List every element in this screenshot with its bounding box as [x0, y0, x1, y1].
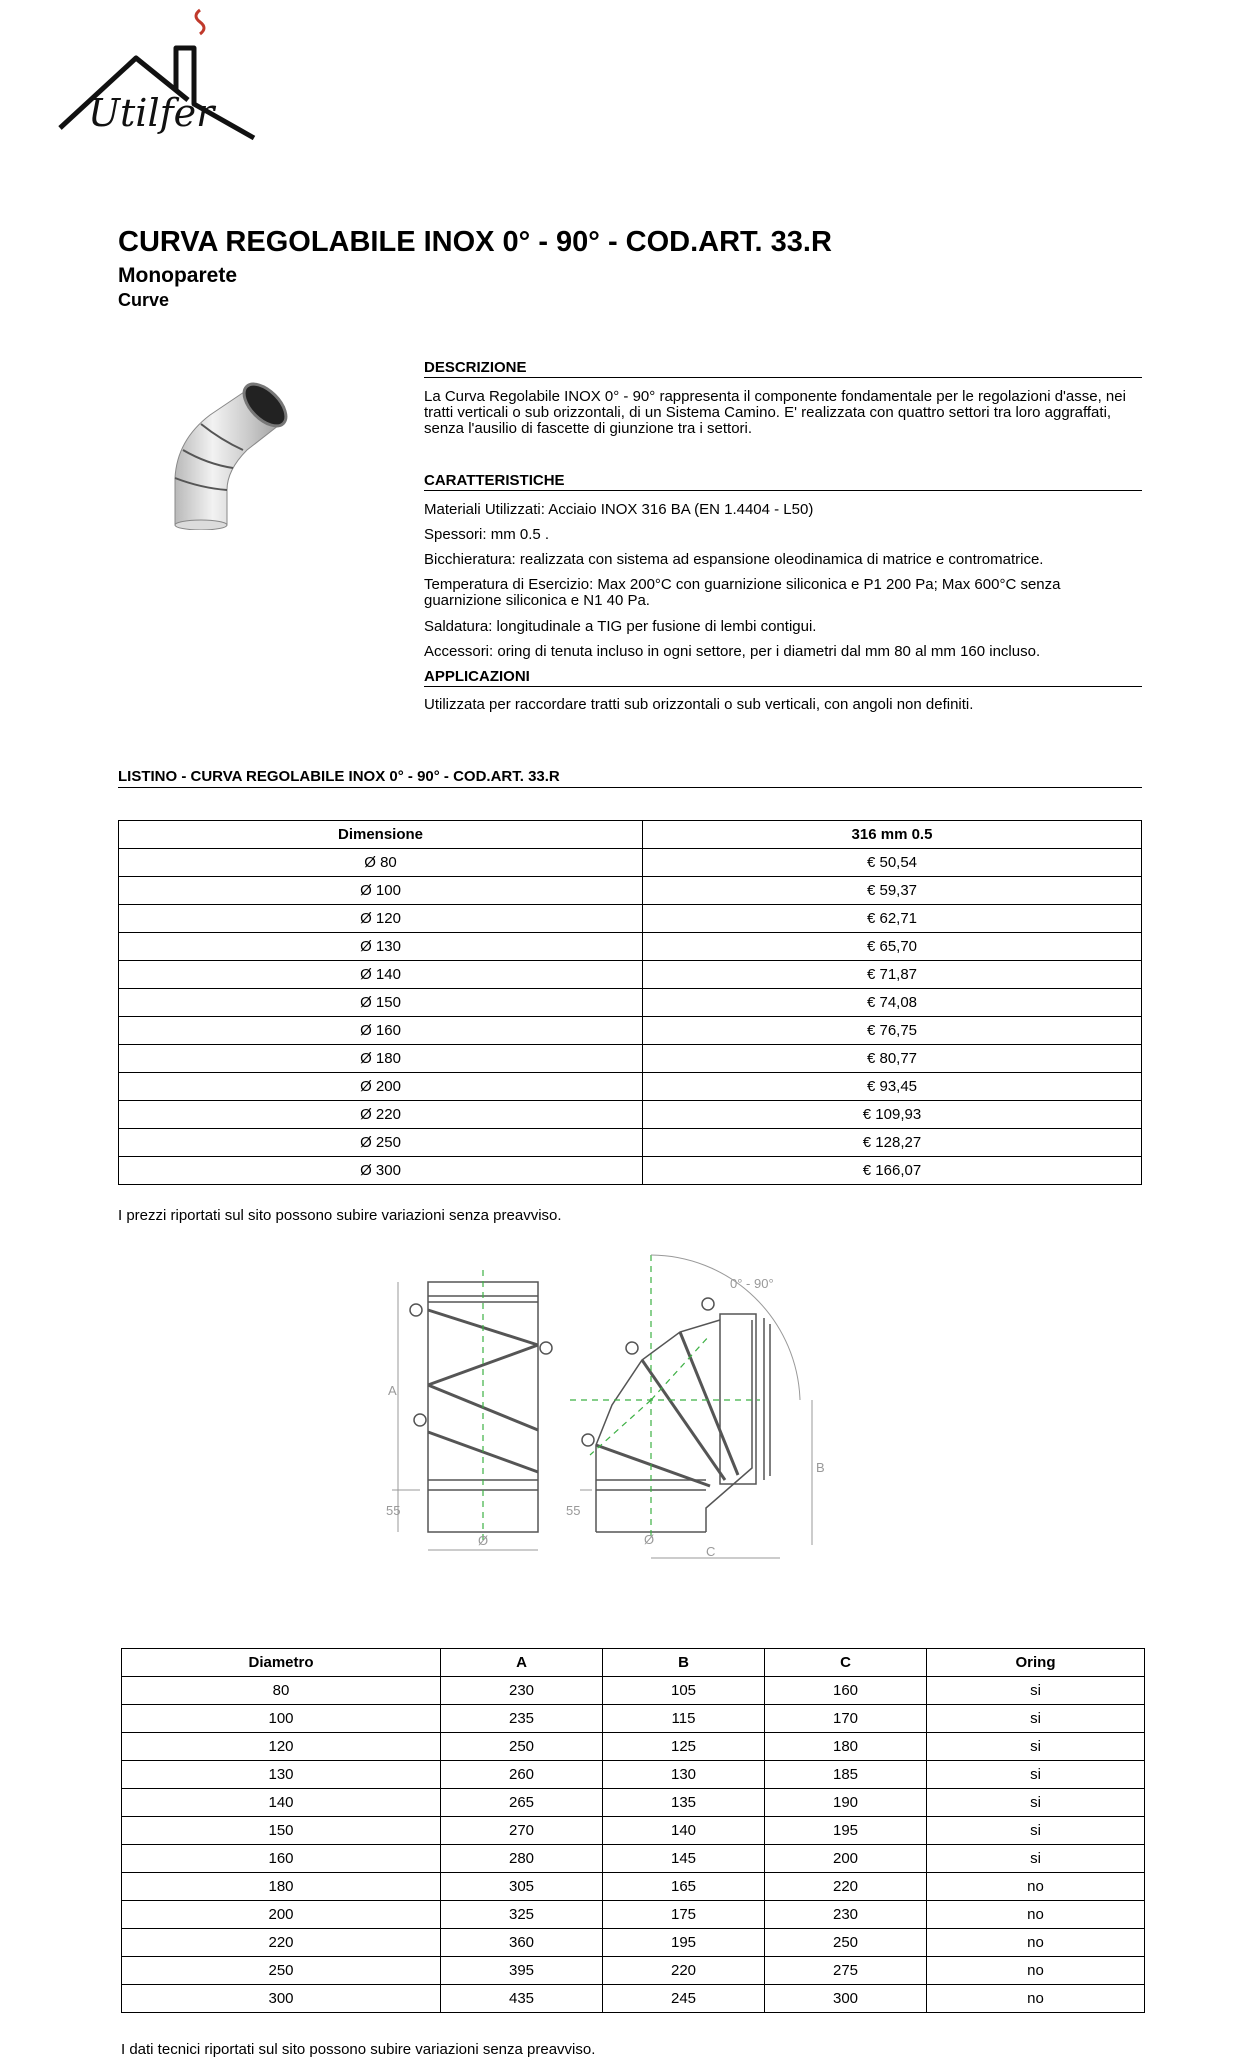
- col-header-b: B: [603, 1649, 765, 1677]
- logo-text: Utilfer: [88, 91, 215, 135]
- applicazioni-heading: APPLICAZIONI: [424, 668, 1142, 687]
- price-cell: € 93,45: [643, 1073, 1142, 1101]
- table-row: [119, 877, 1142, 905]
- oring-cell: si: [927, 1677, 1145, 1705]
- table-row: [122, 1873, 1145, 1901]
- price-cell: € 128,27: [643, 1129, 1142, 1157]
- price-cell: € 59,37: [643, 877, 1142, 905]
- page-subtitle: Monoparete: [118, 264, 238, 287]
- dimension-cell: Ø 220: [119, 1101, 643, 1129]
- b-cell: 115: [603, 1705, 765, 1733]
- b-cell: 140: [603, 1817, 765, 1845]
- price-cell: € 166,07: [643, 1157, 1142, 1185]
- descrizione-text: La Curva Regolabile INOX 0° - 90° rappresenta il componente fondamentale per le regolazioni d'asse, nei tratti verticali o sub orizzontali, di un Sistema Camino. E' realizzata con quattro settori tra loro aggraffati, senza l'ausilio di fascette di giunzione tra i settori.: [424, 388, 1126, 437]
- caratteristiche-item: Temperatura di Esercizio: Max 200°C con guarnizione siliconica e P1 200 Pa; Max 600°C senza guarnizione siliconica e N1 40 Pa.: [424, 576, 1061, 609]
- a-cell: 360: [441, 1929, 603, 1957]
- price-table: [118, 820, 1142, 1185]
- table-header-row: [119, 821, 1142, 849]
- oring-cell: si: [927, 1733, 1145, 1761]
- table-row: [119, 849, 1142, 877]
- table-row: [122, 1817, 1145, 1845]
- dimension-cell: Ø 180: [119, 1045, 643, 1073]
- elbow-drawing: [582, 1298, 770, 1532]
- oring-cell: si: [927, 1789, 1145, 1817]
- b-cell: 220: [603, 1957, 765, 1985]
- table-row: [122, 1705, 1145, 1733]
- c-cell: 275: [765, 1957, 927, 1985]
- product-photo: [165, 380, 320, 530]
- dimensions-table: [121, 1648, 1145, 2013]
- price-cell: € 109,93: [643, 1101, 1142, 1129]
- table-row: [122, 1929, 1145, 1957]
- b-cell: 130: [603, 1761, 765, 1789]
- col-header-price: 316 mm 0.5: [643, 821, 1142, 849]
- dimension-label-c: C: [706, 1544, 716, 1559]
- table-row: [119, 1045, 1142, 1073]
- table-row: [119, 1101, 1142, 1129]
- dimension-cell: Ø 150: [119, 989, 643, 1017]
- b-cell: 135: [603, 1789, 765, 1817]
- a-cell: 270: [441, 1817, 603, 1845]
- table-row: [119, 989, 1142, 1017]
- technical-data-disclaimer: I dati tecnici riportati sul sito possono subire variazioni senza preavviso.: [121, 2041, 596, 2058]
- listino-heading: LISTINO - CURVA REGOLABILE INOX 0° - 90° - COD.ART. 33.R: [118, 768, 1142, 788]
- caratteristiche-item: Accessori: oring di tenuta incluso in ogni settore, per i diametri dal mm 80 al mm 160 incluso.: [424, 643, 1041, 660]
- c-cell: 190: [765, 1789, 927, 1817]
- table-row: [119, 933, 1142, 961]
- price-cell: € 76,75: [643, 1017, 1142, 1045]
- diameter-cell: 120: [122, 1733, 441, 1761]
- diameter-cell: 130: [122, 1761, 441, 1789]
- b-cell: 245: [603, 1985, 765, 2013]
- table-row: [122, 1985, 1145, 2013]
- b-cell: 165: [603, 1873, 765, 1901]
- col-header-a: A: [441, 1649, 603, 1677]
- oring-cell: no: [927, 1985, 1145, 2013]
- diameter-cell: 220: [122, 1929, 441, 1957]
- dimension-cell: Ø 130: [119, 933, 643, 961]
- utilfer-logo: [58, 8, 258, 148]
- dimension-label-a: A: [388, 1383, 397, 1398]
- caratteristiche-item: Materiali Utilizzati: Acciaio INOX 316 BA (EN 1.4404 - L50): [424, 501, 814, 518]
- a-cell: 325: [441, 1901, 603, 1929]
- oring-cell: no: [927, 1901, 1145, 1929]
- a-cell: 260: [441, 1761, 603, 1789]
- caratteristiche-item: Bicchieratura: realizzata con sistema ad espansione oleodinamica di matrice e contromatrice.: [424, 551, 1044, 568]
- price-cell: € 62,71: [643, 905, 1142, 933]
- table-row: [122, 1845, 1145, 1873]
- price-cell: € 71,87: [643, 961, 1142, 989]
- c-cell: 250: [765, 1929, 927, 1957]
- table-header-row: [122, 1649, 1145, 1677]
- diameter-cell: 140: [122, 1789, 441, 1817]
- dimension-label-55: 55: [386, 1503, 401, 1518]
- diameter-cell: 150: [122, 1817, 441, 1845]
- col-header-dimensione: Dimensione: [119, 821, 643, 849]
- table-row: [122, 1733, 1145, 1761]
- c-cell: 170: [765, 1705, 927, 1733]
- oring-cell: si: [927, 1705, 1145, 1733]
- caratteristiche-item: Spessori: mm 0.5 .: [424, 526, 550, 543]
- dimension-cell: Ø 140: [119, 961, 643, 989]
- col-header-c: C: [765, 1649, 927, 1677]
- chimney-smoke-icon: [196, 10, 204, 34]
- table-row: [122, 1957, 1145, 1985]
- descrizione-heading: DESCRIZIONE: [424, 359, 1142, 378]
- dimension-label-angle: 0° - 90°: [730, 1276, 774, 1291]
- table-row: [119, 1157, 1142, 1185]
- a-cell: 435: [441, 1985, 603, 2013]
- page-title: CURVA REGOLABILE INOX 0° - 90° - COD.ART. 33.R: [118, 226, 832, 258]
- oring-cell: si: [927, 1817, 1145, 1845]
- col-header-diametro: Diametro: [122, 1649, 441, 1677]
- c-cell: 230: [765, 1901, 927, 1929]
- c-cell: 195: [765, 1817, 927, 1845]
- price-cell: € 65,70: [643, 933, 1142, 961]
- oring-cell: si: [927, 1845, 1145, 1873]
- c-cell: 300: [765, 1985, 927, 2013]
- diameter-cell: 200: [122, 1901, 441, 1929]
- a-cell: 230: [441, 1677, 603, 1705]
- table-row: [119, 1073, 1142, 1101]
- c-cell: 200: [765, 1845, 927, 1873]
- table-row: [122, 1677, 1145, 1705]
- b-cell: 145: [603, 1845, 765, 1873]
- b-cell: 195: [603, 1929, 765, 1957]
- b-cell: 105: [603, 1677, 765, 1705]
- diameter-cell: 80: [122, 1677, 441, 1705]
- dimension-cell: Ø 100: [119, 877, 643, 905]
- dimension-label-diameter: Ø: [644, 1532, 655, 1547]
- b-cell: 125: [603, 1733, 765, 1761]
- table-row: [122, 1789, 1145, 1817]
- diameter-cell: 300: [122, 1985, 441, 2013]
- a-cell: 265: [441, 1789, 603, 1817]
- c-cell: 220: [765, 1873, 927, 1901]
- dimension-cell: Ø 200: [119, 1073, 643, 1101]
- technical-drawing: [380, 1240, 860, 1560]
- straight-pipe-drawing: [410, 1282, 552, 1532]
- dimension-label-diameter: Ø: [478, 1533, 489, 1548]
- a-cell: 395: [441, 1957, 603, 1985]
- dimension-cell: Ø 250: [119, 1129, 643, 1157]
- price-cell: € 80,77: [643, 1045, 1142, 1073]
- diameter-cell: 180: [122, 1873, 441, 1901]
- table-row: [119, 1129, 1142, 1157]
- a-cell: 235: [441, 1705, 603, 1733]
- dimension-label-b: B: [816, 1460, 825, 1475]
- a-cell: 250: [441, 1733, 603, 1761]
- table-row: [119, 1017, 1142, 1045]
- table-row: [122, 1761, 1145, 1789]
- dimension-cell: Ø 120: [119, 905, 643, 933]
- price-cell: € 50,54: [643, 849, 1142, 877]
- oring-cell: no: [927, 1957, 1145, 1985]
- a-cell: 305: [441, 1873, 603, 1901]
- diameter-cell: 100: [122, 1705, 441, 1733]
- caratteristiche-item: Saldatura: longitudinale a TIG per fusione di lembi contigui.: [424, 618, 817, 635]
- a-cell: 280: [441, 1845, 603, 1873]
- dimension-cell: Ø 300: [119, 1157, 643, 1185]
- c-cell: 180: [765, 1733, 927, 1761]
- c-cell: 185: [765, 1761, 927, 1789]
- dimension-cell: Ø 80: [119, 849, 643, 877]
- oring-cell: no: [927, 1929, 1145, 1957]
- diameter-cell: 160: [122, 1845, 441, 1873]
- applicazioni-text: Utilizzata per raccordare tratti sub orizzontali o sub verticali, con angoli non definiti.: [424, 696, 974, 713]
- dimension-cell: Ø 160: [119, 1017, 643, 1045]
- col-header-oring: Oring: [927, 1649, 1145, 1677]
- dimension-label-55: 55: [566, 1503, 581, 1518]
- table-row: [122, 1901, 1145, 1929]
- price-cell: € 74,08: [643, 989, 1142, 1017]
- oring-cell: si: [927, 1761, 1145, 1789]
- product-category: Curve: [118, 290, 170, 310]
- oring-cell: no: [927, 1873, 1145, 1901]
- table-row: [119, 905, 1142, 933]
- b-cell: 175: [603, 1901, 765, 1929]
- price-disclaimer: I prezzi riportati sul sito possono subire variazioni senza preavviso.: [118, 1207, 562, 1224]
- caratteristiche-heading: CARATTERISTICHE: [424, 472, 1142, 491]
- table-row: [119, 961, 1142, 989]
- diameter-cell: 250: [122, 1957, 441, 1985]
- c-cell: 160: [765, 1677, 927, 1705]
